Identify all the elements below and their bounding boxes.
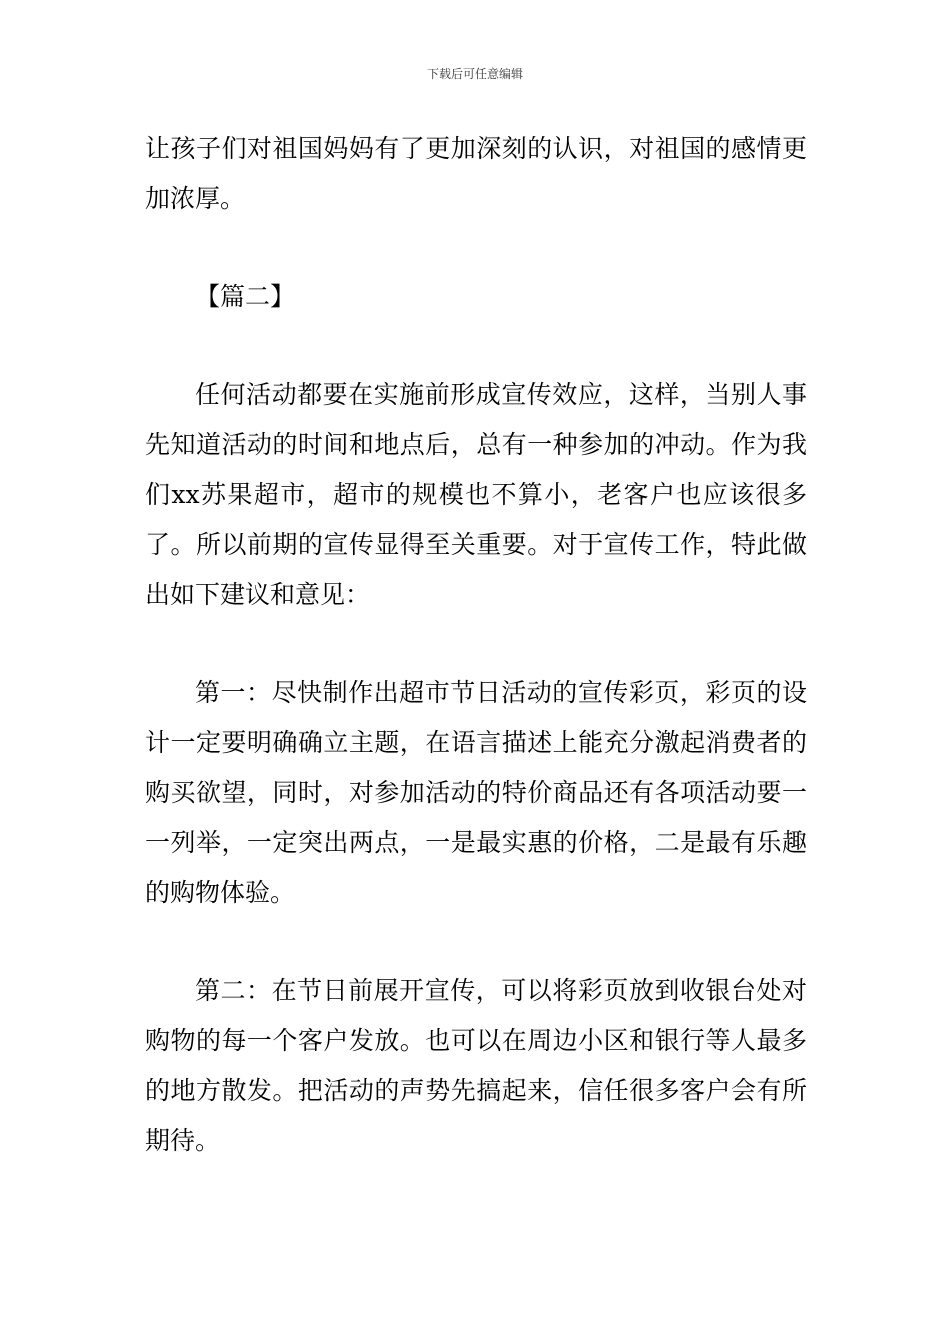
- paragraph-point-one: 第一：尽快制作出超市节日活动的宣传彩页，彩页的设计一定要明确确立主题，在语言描述上能充分激起消费者的购买欲望，同时，对参加活动的特价商品还有各项活动要一一列举，一定突出两点，一是最实惠的价格，二是最有乐趣的购物体验。: [145, 678, 807, 907]
- document-body: [145, 124, 807, 1166]
- page-header: 下载后可任意编辑: [426, 67, 523, 81]
- paragraph-gap: [145, 224, 807, 272]
- paragraph-gap: [145, 620, 807, 668]
- paragraph-gap: [145, 918, 807, 966]
- section-heading: 【篇二】: [195, 282, 296, 311]
- paragraph-point-two: 第二：在节日前展开宣传，可以将彩页放到收银台处对购物的每一个客户发放。也可以在周边小区和银行等人最多的地方散发。把活动的声势先搞起来，信任很多客户会有所期待。: [145, 976, 807, 1155]
- paragraph-gap: [145, 322, 807, 370]
- paragraph-publicity-intro: 任何活动都要在实施前形成宣传效应，这样，当别人事先知道活动的时间和地点后，总有一种参加的冲动。作为我们xx苏果超市，超市的规模也不算小，老客户也应该很多了。所以前期的宣传显得至关重要。对于宣传工作，特此做出如下建议和意见：: [145, 380, 807, 609]
- paragraph-continuation: 让孩子们对祖国妈妈有了更加深刻的认识，对祖国的感情更加浓厚。: [145, 134, 807, 213]
